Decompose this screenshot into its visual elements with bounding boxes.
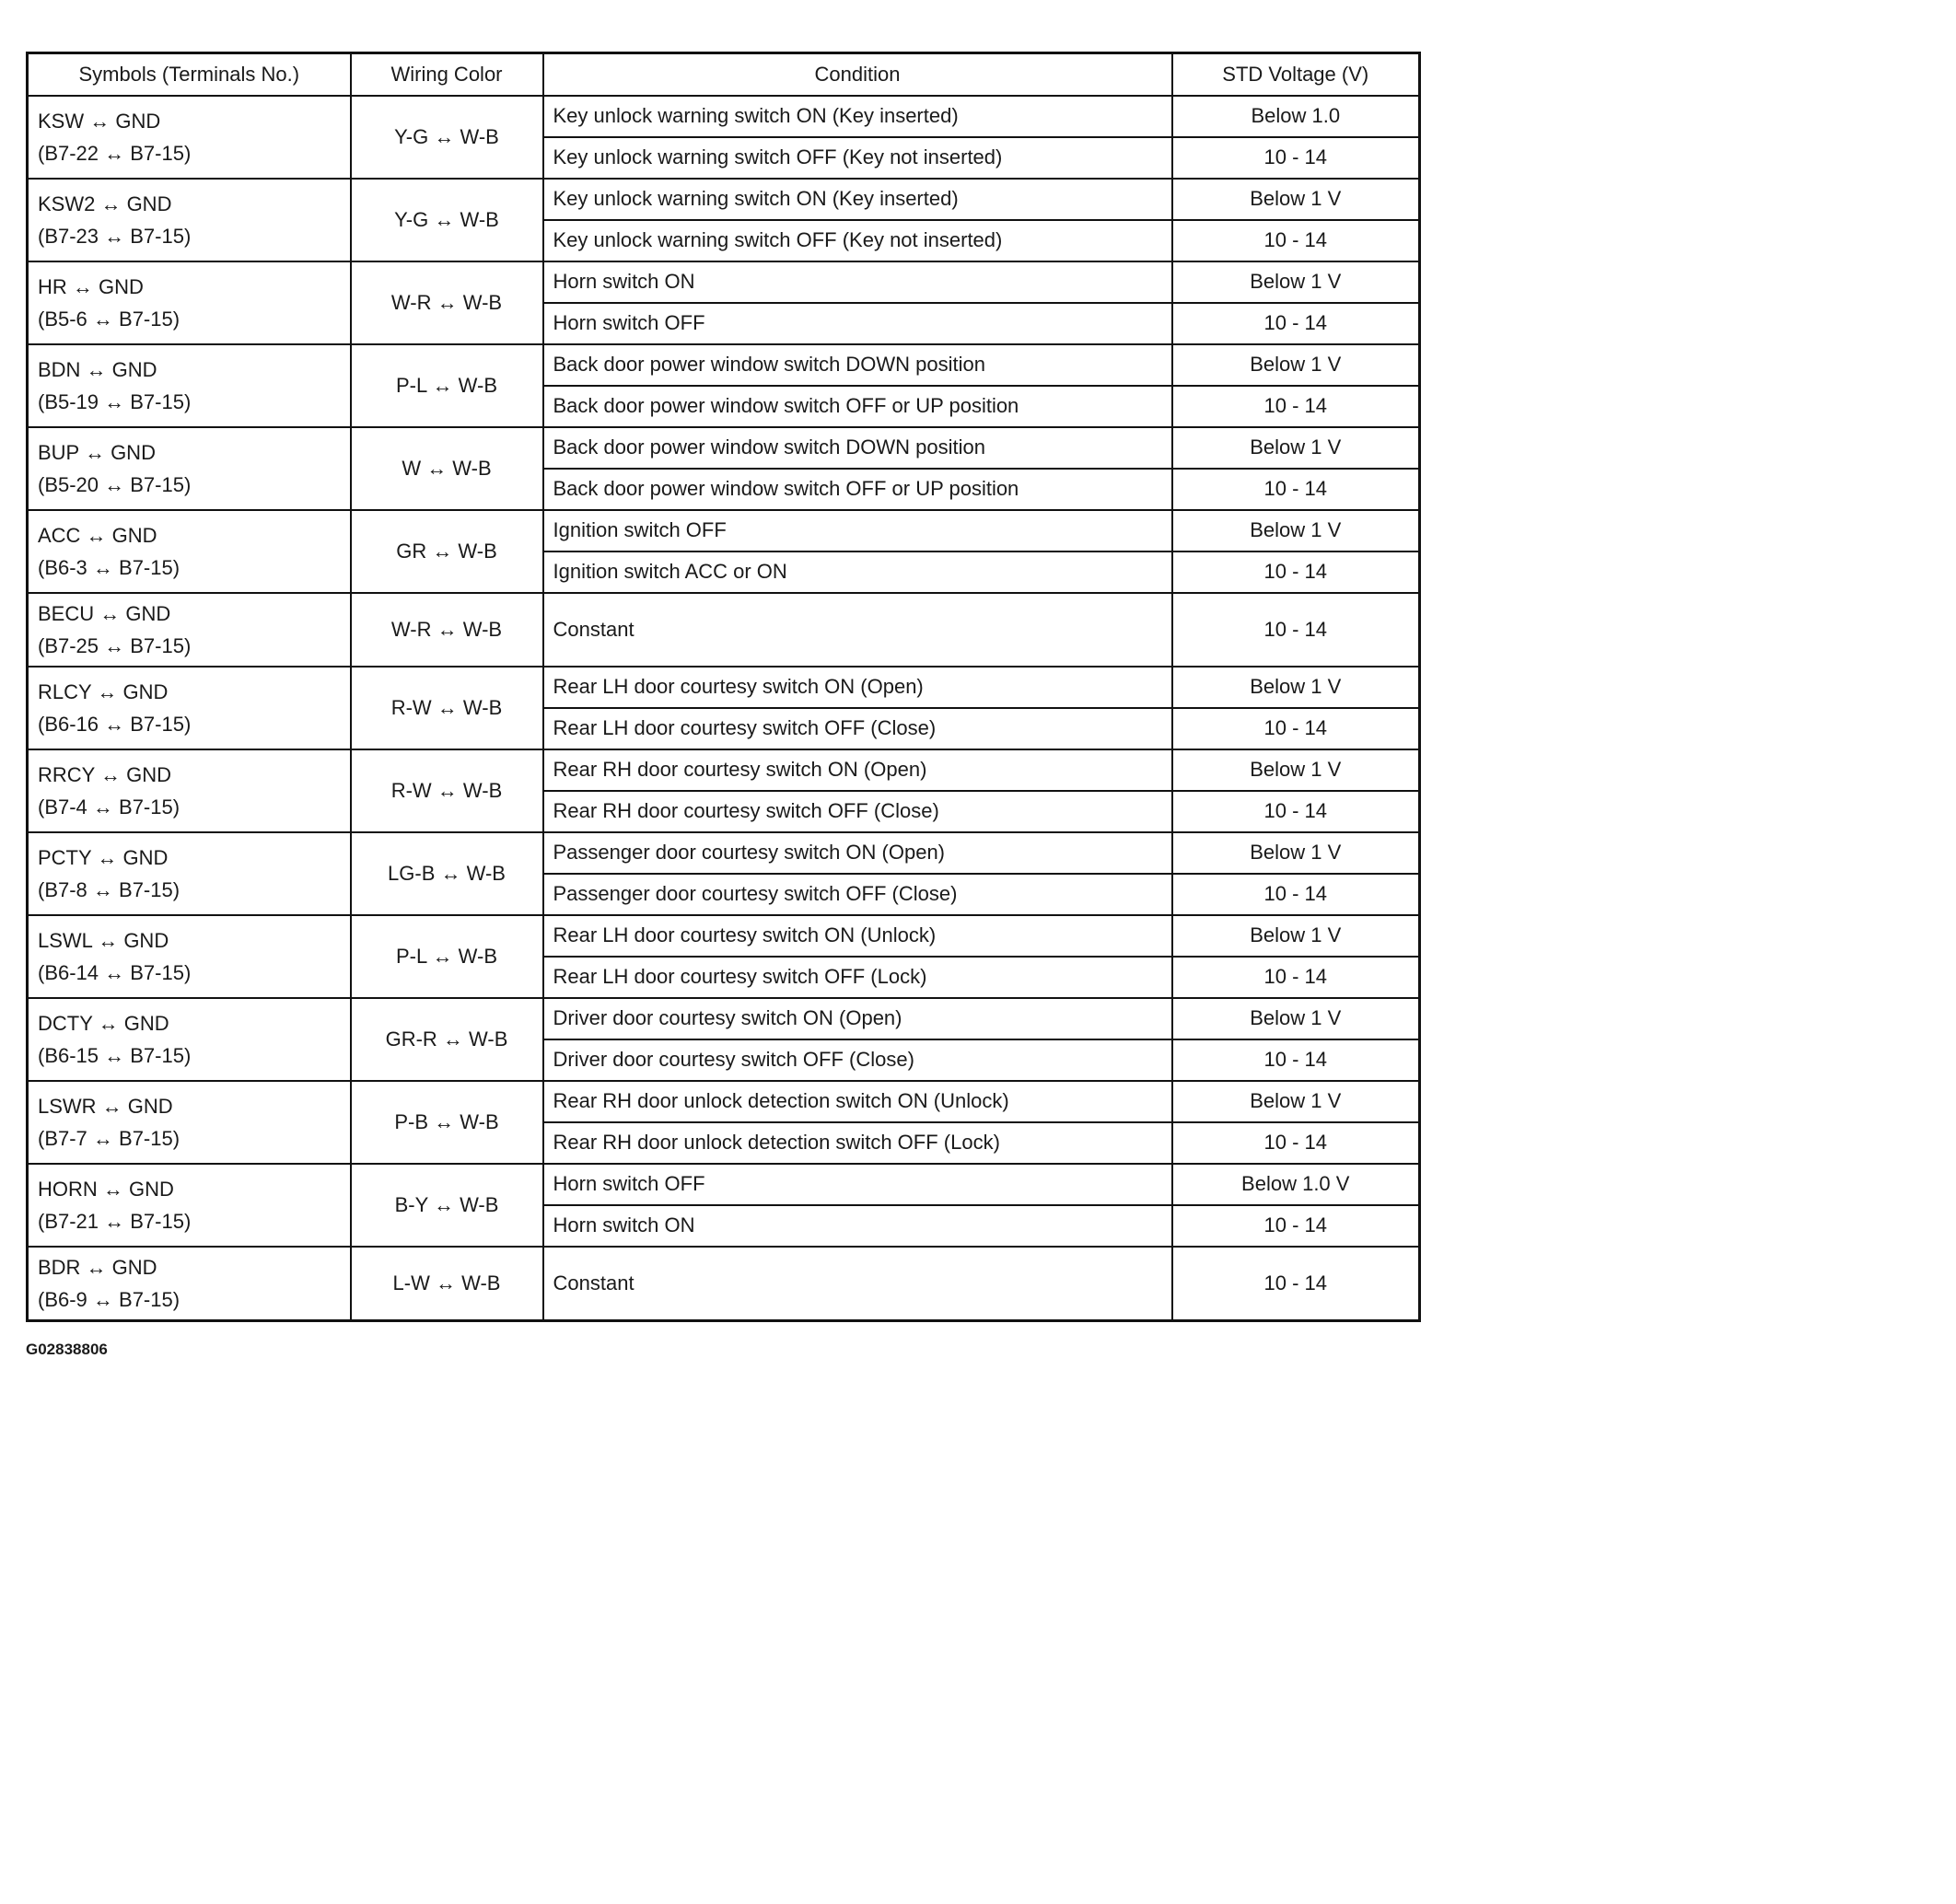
- wiring-color-cell: W ↔ W-B: [351, 427, 543, 510]
- table-row: [28, 832, 1420, 874]
- voltage-cell: Below 1 V: [1172, 344, 1420, 386]
- terminal-numbers: (B7-4 ↔ B7-15): [38, 795, 180, 818]
- voltage-cell: 10 - 14: [1172, 708, 1420, 749]
- terminal-numbers: (B5-19 ↔ B7-15): [38, 390, 192, 413]
- condition-cell: Key unlock warning switch ON (Key inserted): [543, 179, 1172, 220]
- voltage-cell: Below 1 V: [1172, 749, 1420, 791]
- wiring-color-cell: GR-R ↔ W-B: [351, 998, 543, 1081]
- voltage-cell: Below 1 V: [1172, 510, 1420, 551]
- symbol-cell: [28, 344, 351, 427]
- table-row: [28, 915, 1420, 957]
- symbol-cell: [28, 915, 351, 998]
- symbol-name: BUP ↔ GND: [38, 441, 156, 464]
- terminal-numbers: (B7-22 ↔ B7-15): [38, 142, 192, 165]
- wiring-color-cell: P-L ↔ W-B: [351, 915, 543, 998]
- condition-cell: Rear RH door courtesy switch OFF (Close): [543, 791, 1172, 832]
- terminal-voltage-table-container: [26, 52, 1418, 1322]
- condition-cell: Key unlock warning switch OFF (Key not inserted): [543, 220, 1172, 261]
- symbol-name: BECU ↔ GND: [38, 602, 171, 625]
- wiring-color-cell: W-R ↔ W-B: [351, 261, 543, 344]
- symbol-cell: [28, 1081, 351, 1164]
- terminal-numbers: (B6-16 ↔ B7-15): [38, 713, 192, 736]
- voltage-cell: 10 - 14: [1172, 551, 1420, 593]
- terminal-voltage-table: [26, 52, 1421, 1322]
- symbol-name: LSWL ↔ GND: [38, 929, 169, 952]
- condition-cell: Passenger door courtesy switch OFF (Close): [543, 874, 1172, 915]
- terminal-numbers: (B5-6 ↔ B7-15): [38, 308, 180, 331]
- condition-cell: Horn switch ON: [543, 261, 1172, 303]
- condition-cell: Rear LH door courtesy switch ON (Open): [543, 667, 1172, 708]
- symbol-cell: [28, 667, 351, 749]
- header-symbols: Symbols (Terminals No.): [28, 53, 351, 97]
- symbol-name: BDR ↔ GND: [38, 1256, 157, 1279]
- table-body: [28, 96, 1420, 1321]
- symbol-cell: [28, 510, 351, 593]
- table-row: [28, 667, 1420, 708]
- symbol-cell: [28, 1164, 351, 1247]
- table-row: [28, 998, 1420, 1039]
- voltage-cell: 10 - 14: [1172, 303, 1420, 344]
- terminal-numbers: (B7-23 ↔ B7-15): [38, 225, 192, 248]
- condition-cell: Horn switch OFF: [543, 1164, 1172, 1205]
- symbol-name: DCTY ↔ GND: [38, 1012, 169, 1035]
- voltage-cell: 10 - 14: [1172, 874, 1420, 915]
- wiring-color-cell: R-W ↔ W-B: [351, 749, 543, 832]
- voltage-cell: 10 - 14: [1172, 593, 1420, 667]
- condition-cell: Constant: [543, 1247, 1172, 1321]
- voltage-cell: Below 1 V: [1172, 998, 1420, 1039]
- voltage-cell: 10 - 14: [1172, 386, 1420, 427]
- voltage-cell: 10 - 14: [1172, 957, 1420, 998]
- symbol-cell: [28, 749, 351, 832]
- symbol-name: PCTY ↔ GND: [38, 846, 169, 869]
- symbol-cell: [28, 1247, 351, 1321]
- terminal-numbers: (B6-3 ↔ B7-15): [38, 556, 180, 579]
- voltage-cell: 10 - 14: [1172, 220, 1420, 261]
- table-row: [28, 1164, 1420, 1205]
- condition-cell: Rear RH door courtesy switch ON (Open): [543, 749, 1172, 791]
- voltage-cell: Below 1 V: [1172, 427, 1420, 469]
- condition-cell: Key unlock warning switch ON (Key inserted): [543, 96, 1172, 137]
- table-row: [28, 344, 1420, 386]
- symbol-cell: [28, 261, 351, 344]
- symbol-cell: [28, 998, 351, 1081]
- header-condition: Condition: [543, 53, 1172, 97]
- header-std-voltage: STD Voltage (V): [1172, 53, 1420, 97]
- voltage-cell: 10 - 14: [1172, 1122, 1420, 1164]
- table-row: [28, 179, 1420, 220]
- wiring-color-cell: W-R ↔ W-B: [351, 593, 543, 667]
- voltage-cell: Below 1.0 V: [1172, 1164, 1420, 1205]
- wiring-color-cell: Y-G ↔ W-B: [351, 179, 543, 261]
- voltage-cell: Below 1 V: [1172, 179, 1420, 220]
- terminal-numbers: (B7-7 ↔ B7-15): [38, 1127, 180, 1150]
- wiring-color-cell: LG-B ↔ W-B: [351, 832, 543, 915]
- voltage-cell: 10 - 14: [1172, 1205, 1420, 1247]
- symbol-name: RLCY ↔ GND: [38, 680, 169, 703]
- condition-cell: Driver door courtesy switch OFF (Close): [543, 1039, 1172, 1081]
- condition-cell: Constant: [543, 593, 1172, 667]
- voltage-cell: 10 - 14: [1172, 137, 1420, 179]
- voltage-cell: 10 - 14: [1172, 469, 1420, 510]
- symbol-cell: [28, 96, 351, 179]
- header-row: [28, 53, 1420, 97]
- condition-cell: Key unlock warning switch OFF (Key not inserted): [543, 137, 1172, 179]
- symbol-name: RRCY ↔ GND: [38, 763, 172, 786]
- wiring-color-cell: P-B ↔ W-B: [351, 1081, 543, 1164]
- voltage-cell: 10 - 14: [1172, 791, 1420, 832]
- symbol-cell: [28, 593, 351, 667]
- symbol-cell: [28, 179, 351, 261]
- header-wiring-color: Wiring Color: [351, 53, 543, 97]
- table-row: [28, 749, 1420, 791]
- terminal-numbers: (B7-8 ↔ B7-15): [38, 878, 180, 901]
- condition-cell: Driver door courtesy switch ON (Open): [543, 998, 1172, 1039]
- condition-cell: Rear LH door courtesy switch OFF (Lock): [543, 957, 1172, 998]
- terminal-numbers: (B6-9 ↔ B7-15): [38, 1288, 180, 1311]
- condition-cell: Back door power window switch OFF or UP position: [543, 469, 1172, 510]
- voltage-cell: 10 - 14: [1172, 1039, 1420, 1081]
- condition-cell: Back door power window switch DOWN position: [543, 344, 1172, 386]
- terminal-numbers: (B7-21 ↔ B7-15): [38, 1210, 192, 1233]
- symbol-name: LSWR ↔ GND: [38, 1095, 173, 1118]
- table-row: [28, 1247, 1420, 1321]
- table-row: [28, 261, 1420, 303]
- wiring-color-cell: B-Y ↔ W-B: [351, 1164, 543, 1247]
- terminal-numbers: (B7-25 ↔ B7-15): [38, 634, 192, 657]
- condition-cell: Ignition switch ACC or ON: [543, 551, 1172, 593]
- symbol-name: ACC ↔ GND: [38, 524, 157, 547]
- wiring-color-cell: R-W ↔ W-B: [351, 667, 543, 749]
- table-row: [28, 593, 1420, 667]
- figure-id: G02838806: [26, 1341, 108, 1358]
- condition-cell: Ignition switch OFF: [543, 510, 1172, 551]
- condition-cell: Back door power window switch OFF or UP position: [543, 386, 1172, 427]
- wiring-color-cell: P-L ↔ W-B: [351, 344, 543, 427]
- symbol-name: KSW ↔ GND: [38, 110, 161, 133]
- table-row: [28, 96, 1420, 137]
- condition-cell: Rear RH door unlock detection switch ON (Unlock): [543, 1081, 1172, 1122]
- symbol-name: HR ↔ GND: [38, 275, 144, 298]
- voltage-cell: Below 1.0: [1172, 96, 1420, 137]
- symbol-cell: [28, 832, 351, 915]
- condition-cell: Back door power window switch DOWN position: [543, 427, 1172, 469]
- voltage-cell: Below 1 V: [1172, 832, 1420, 874]
- voltage-cell: Below 1 V: [1172, 667, 1420, 708]
- condition-cell: Passenger door courtesy switch ON (Open): [543, 832, 1172, 874]
- terminal-numbers: (B5-20 ↔ B7-15): [38, 473, 192, 496]
- table-row: [28, 427, 1420, 469]
- symbol-name: KSW2 ↔ GND: [38, 192, 172, 215]
- condition-cell: Horn switch OFF: [543, 303, 1172, 344]
- wiring-color-cell: GR ↔ W-B: [351, 510, 543, 593]
- wiring-color-cell: Y-G ↔ W-B: [351, 96, 543, 179]
- symbol-name: HORN ↔ GND: [38, 1178, 174, 1201]
- condition-cell: Rear LH door courtesy switch ON (Unlock): [543, 915, 1172, 957]
- voltage-cell: Below 1 V: [1172, 261, 1420, 303]
- symbol-cell: [28, 427, 351, 510]
- symbol-name: BDN ↔ GND: [38, 358, 157, 381]
- wiring-color-cell: L-W ↔ W-B: [351, 1247, 543, 1321]
- table-row: [28, 510, 1420, 551]
- terminal-numbers: (B6-14 ↔ B7-15): [38, 961, 192, 984]
- condition-cell: Rear RH door unlock detection switch OFF (Lock): [543, 1122, 1172, 1164]
- voltage-cell: Below 1 V: [1172, 1081, 1420, 1122]
- voltage-cell: Below 1 V: [1172, 915, 1420, 957]
- table-row: [28, 1081, 1420, 1122]
- condition-cell: Rear LH door courtesy switch OFF (Close): [543, 708, 1172, 749]
- terminal-numbers: (B6-15 ↔ B7-15): [38, 1044, 192, 1067]
- condition-cell: Horn switch ON: [543, 1205, 1172, 1247]
- voltage-cell: 10 - 14: [1172, 1247, 1420, 1321]
